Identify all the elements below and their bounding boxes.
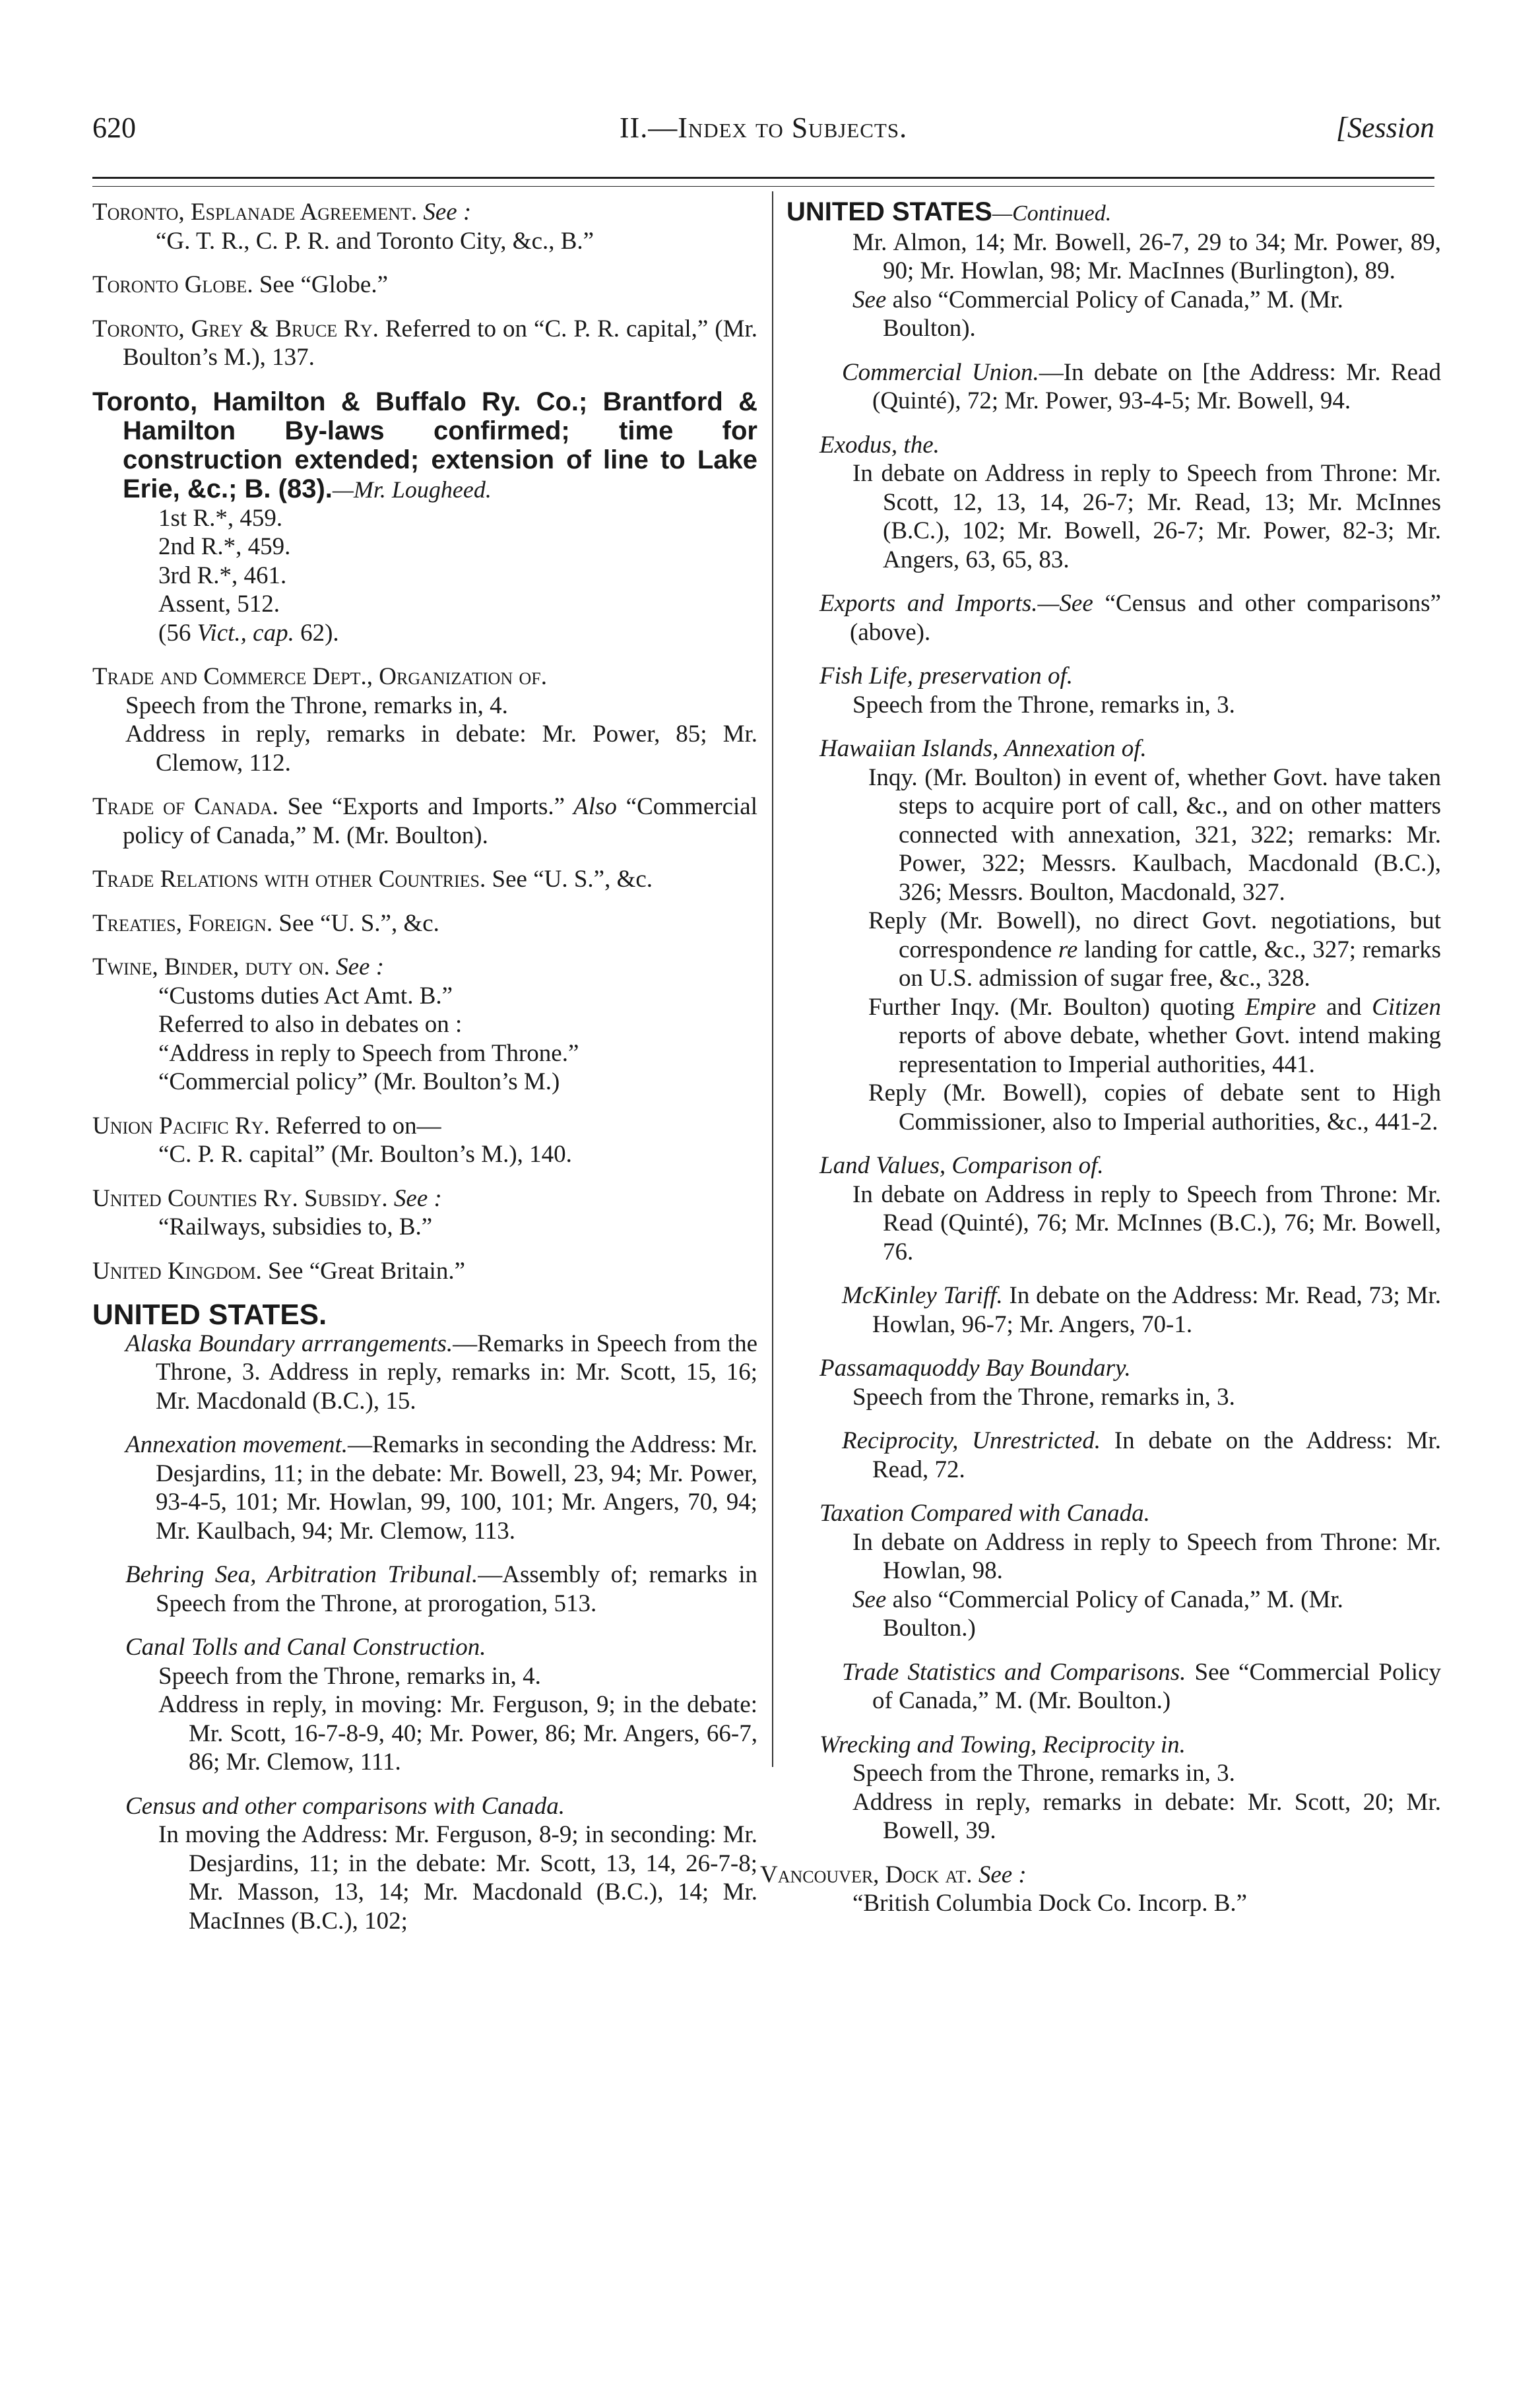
sub-heading: Wrecking and Towing, Reciprocity in. — [819, 1731, 1186, 1758]
sub-entry: Referred to also in debates on : — [158, 1011, 463, 1038]
sub-heading: Canal Tolls and Canal Construction. — [125, 1634, 486, 1661]
sub-heading: Census and other comparisons with Canada. — [125, 1792, 565, 1820]
sub-heading: Exodus, the. — [819, 431, 940, 459]
bill-step: Assent, 512. — [158, 591, 280, 618]
sub-entry: “Customs duties Act Amt. B.” — [158, 982, 453, 1010]
sub-entry: Speech from the Throne, remarks in, 4. — [125, 691, 508, 719]
sub-entry: Trade Statistics and Comparisons. See “Commercial Policy of Canada,” M. (Mr. Boulton.) — [842, 1658, 1441, 1714]
section-heading-united-states: UNITED STATES. — [92, 1299, 327, 1331]
bill-step: 1st R.*, 459. — [158, 504, 283, 532]
running-title: II.—Index to Subjects. — [619, 112, 908, 144]
sub-entry: Inqy. (Mr. Boulton) in event of, whether Govt. have taken steps to acquire port of call, &c., and on other matters connected with annexation, 321, 322; remarks: Mr. Power, 322; Messrs. Kaulbach, Macdonald (B.C.), 326; Messrs. Boulton, Macdonald, 327. — [868, 763, 1441, 906]
sub-entry: “British Columbia Dock Co. Incorp. B.” — [852, 1890, 1248, 1917]
sub-entry: In moving the Address: Mr. Ferguson, 8-9; in seconding: Mr. Desjardins, 11; in the debate: Mr. Scott, 13, 14, 26-7-8; Mr. Masson, 13, 14; Mr. Macdonald (B.C.), 14; Mr. MacInnes (B.C.), 102; — [158, 1821, 757, 1935]
sub-heading: Passamaquoddy Bay Boundary. — [819, 1355, 1131, 1382]
sub-entry: Reciprocity, Unrestricted. In debate on the Address: Mr. Read, 72. — [842, 1427, 1442, 1483]
bill-entry: Toronto, Hamilton & Buffalo Ry. Co.; Brantford & Hamilton By-laws confirmed; time for construction extended; extension of line to Lake Erie, &c.; B. (83).—Mr. Lougheed. — [92, 387, 757, 503]
sub-entry: In debate on Address in reply to Speech from Throne: Mr. Howlan, 98. — [852, 1528, 1441, 1584]
index-entry: United Counties Ry. Subsidy. See : — [92, 1184, 442, 1212]
session-label: [Session — [1335, 112, 1434, 144]
header-rule-thick — [92, 177, 1434, 179]
sub-entry: Speech from the Throne, remarks in, 4. — [158, 1662, 541, 1690]
sub-entry: Speech from the Throne, remarks in, 3. — [852, 691, 1235, 719]
sub-entry: Speech from the Throne, remarks in, 3. — [852, 1383, 1235, 1411]
sub-entry: Address in reply, in moving: Mr. Ferguson, 9; in the debate: Mr. Scott, 16-7-8-9, 40; Mr. Power, 86; Mr. Angers, 66-7, 86; Mr. Clemow, 111. — [158, 1691, 757, 1776]
index-entry: Toronto, Esplanade Agreement. See : “G. T. R., C. P. R. and Toronto City, &c., B.” — [92, 199, 594, 255]
page-header — [92, 111, 1434, 150]
sub-entry: Commercial Union.—In debate on [the Address: Mr. Read (Quinté), 72; Mr. Power, 93-4-5; Mr. Bowell, 94. — [842, 358, 1441, 414]
sub-entry: “C. P. R. capital” (Mr. Boulton’s M.), 140. — [158, 1141, 572, 1168]
sub-entry: Address in reply, remarks in debate: Mr. Scott, 20; Mr. Bowell, 39. — [852, 1788, 1441, 1844]
index-entry: Toronto Globe. See “Globe.” — [92, 271, 389, 298]
index-entry: Trade Relations with other Countries. See “U. S.”, &c. — [92, 866, 653, 893]
sub-entry: See also “Commercial Policy of Canada,” M. (Mr. Boulton.) — [852, 1586, 1343, 1642]
index-entry: Vancouver, Dock at. See : — [760, 1861, 1027, 1888]
column-divider — [772, 191, 773, 1767]
sub-entry: Reply (Mr. Bowell), copies of debate sent to High Commissioner, also to Imperial authorities, &c., 441-2. — [868, 1079, 1441, 1136]
sub-heading: Hawaiian Islands, Annexation of. — [819, 735, 1147, 762]
sub-heading: Fish Life, preservation of. — [819, 662, 1074, 690]
sub-entry: Behring Sea, Arbitration Tribunal.—Assembly of; remarks in Speech from the Throne, at prorogation, 513. — [125, 1561, 758, 1617]
header-rule-thin — [92, 186, 1434, 187]
sub-entry: Mr. Almon, 14; Mr. Bowell, 26-7, 29 to 34; Mr. Power, 89, 90; Mr. Howlan, 98; Mr. MacInnes (Burlington), 89. — [852, 228, 1441, 284]
page-number: 620 — [92, 112, 136, 144]
bill-step: (56 Vict., cap. 62). — [158, 619, 339, 647]
sub-entry: See also “Commercial Policy of Canada,” M. (Mr. Boulton). — [852, 286, 1343, 342]
sub-entry: Speech from the Throne, remarks in, 3. — [852, 1760, 1235, 1787]
index-entry: Trade of Canada. See “Exports and Imports.” Also “Commercial policy of Canada,” M. (Mr. Boulton). — [92, 793, 757, 849]
sub-entry: Further Inqy. (Mr. Boulton) quoting Empire and Citizen reports of above debate, whether Govt. intend making representation to Imperial authorities, 441. — [868, 993, 1441, 1078]
sub-heading: Land Values, Comparison of. — [819, 1152, 1104, 1179]
sub-entry: Address in reply, remarks in debate: Mr. Power, 85; Mr. Clemow, 112. — [125, 721, 757, 777]
index-entry: Treaties, Foreign. See “U. S.”, &c. — [92, 909, 439, 937]
sub-heading: Taxation Compared with Canada. — [819, 1500, 1150, 1527]
sub-entry: “Commercial policy” (Mr. Boulton’s M.) — [158, 1068, 560, 1095]
continued-heading: UNITED STATES—Continued. — [786, 197, 1112, 226]
right-column — [760, 197, 1442, 1918]
sub-entry: “Railways, subsidies to, B.” — [158, 1213, 433, 1240]
left-column — [92, 198, 757, 1935]
index-entry: Toronto, Grey & Bruce Ry. Referred to on “C. P. R. capital,” (Mr. Boulton’s M.), 137. — [92, 315, 758, 371]
index-entry: Twine, Binder, duty on. See : — [92, 953, 385, 980]
sub-entry: Exports and Imports.—See “Census and other comparisons” (above). — [819, 590, 1441, 646]
sub-entry: In debate on Address in reply to Speech from Throne: Mr. Scott, 12, 13, 14, 26-7; Mr. Read, 13; Mr. McInnes (B.C.), 102; Mr. Bowell, 26-7; Mr. Power, 82-3; Mr. Angers, 63, 65, 83. — [852, 460, 1441, 573]
bill-step: 2nd R.*, 459. — [158, 533, 291, 560]
sub-entry: Alaska Boundary arrrangements.—Remarks in Speech from the Throne, 3. Address in reply, remarks in: Mr. Scott, 15, 16; Mr. Macdonald (B.C.), 15. — [125, 1330, 757, 1415]
index-heading: Trade and Commerce Dept., Organization of. — [92, 663, 547, 690]
index-entry: United Kingdom. See “Great Britain.” — [92, 1257, 465, 1285]
sub-entry: In debate on Address in reply to Speech from Throne: Mr. Read (Quinté), 76; Mr. McInnes (B.C.), 76; Mr. Bowell, 76. — [852, 1180, 1441, 1266]
sub-entry: “Address in reply to Speech from Throne.” — [158, 1039, 579, 1067]
sub-entry: Reply (Mr. Bowell), no direct Govt. negotiations, but correspondence re landing for cattle, &c., 327; remarks on U.S. admission of sugar free, &c., 328. — [868, 907, 1441, 992]
sub-entry: Annexation movement.—Remarks in seconding the Address: Mr. Desjardins, 11; in the debate: Mr. Bowell, 23, 94; Mr. Power, 93-4-5, 101; Mr. Howlan, 99, 100, 101; Mr. Angers, 70, 94; Mr. Kaulbach, 94; Mr. Clemow, 113. — [125, 1431, 757, 1545]
bill-step: 3rd R.*, 461. — [158, 562, 287, 589]
sub-entry: McKinley Tariff. In debate on the Address: Mr. Read, 73; Mr. Howlan, 96-7; Mr. Angers, 70-1. — [842, 1282, 1441, 1338]
index-entry: Union Pacific Ry. Referred to on— — [92, 1112, 441, 1139]
